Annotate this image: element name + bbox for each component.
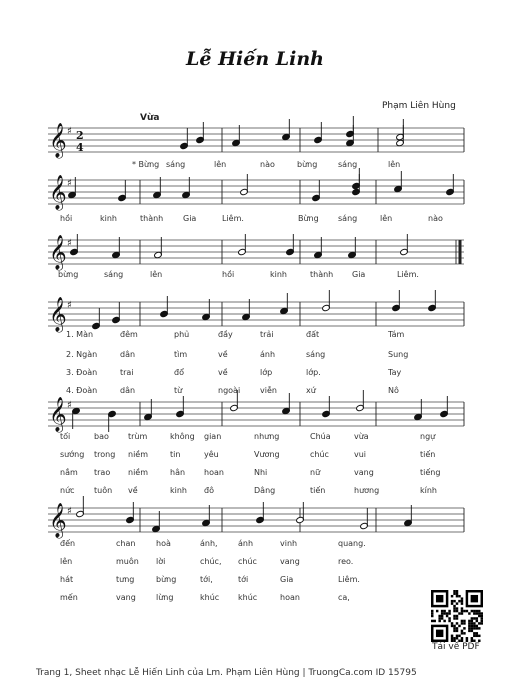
lyric-syllable: hương (354, 486, 380, 495)
lyric-syllable: nào (428, 214, 443, 223)
lyric-syllable: bừng (156, 575, 177, 584)
lyric-syllable: dân (120, 350, 136, 359)
lyric-syllable: trùm (128, 432, 148, 441)
lyric-syllable: sáng (306, 350, 326, 359)
lyric-syllable: tiếng (420, 468, 441, 477)
lyric-syllable: ca, (338, 593, 350, 602)
lyric-syllable: xứ (306, 386, 316, 395)
sharp-icon: ♯ (67, 126, 72, 137)
lyric-syllable: 2. Ngàn (66, 350, 98, 359)
lyric-syllable: đầy (218, 330, 233, 339)
lyric-syllable: kinh (170, 486, 187, 495)
lyric-syllable: đất (306, 330, 320, 339)
lyric-syllable: Nhi (254, 468, 268, 477)
lyric-syllable: kinh (100, 214, 117, 223)
lyric-syllable: chúc (310, 450, 329, 459)
lyric-syllable: ánh (260, 350, 276, 359)
lyric-syllable: tới, (200, 575, 213, 584)
lyric-syllable: trai (120, 368, 134, 377)
lyric-syllable: hồi (222, 270, 235, 279)
treble-clef-icon: 𝄞 (49, 123, 67, 158)
lyric-syllable: tiến (420, 450, 436, 459)
lyric-syllable: nắm (60, 468, 78, 477)
lyric-syllable: sáng (104, 270, 124, 279)
lyric-syllable: Liêm. (397, 270, 419, 279)
lyric-syllable: tin (170, 450, 181, 459)
lyric-syllable: sáng (338, 214, 358, 223)
lyric-syllable: bừng (58, 270, 79, 279)
lyric-syllable: về (218, 350, 228, 359)
lyric-syllable: Sung (388, 350, 409, 359)
composer-name: Phạm Liên Hùng (382, 101, 456, 111)
lyric-syllable: vang (280, 557, 300, 566)
lyric-syllable: nào (260, 160, 275, 169)
sharp-icon: ♯ (67, 506, 72, 517)
lyric-syllable: thành (310, 270, 334, 279)
tempo-marking: Vừa (140, 113, 160, 123)
lyric-syllable: trao (94, 468, 111, 477)
lyric-syllable: Liêm. (338, 575, 360, 584)
lyric-syllable: nhưng (254, 432, 280, 441)
lyric-syllable: Vương (254, 450, 280, 459)
lyric-syllable: nức (60, 486, 75, 495)
lyric-syllable: lên (380, 214, 393, 223)
sharp-icon: ♯ (67, 300, 72, 311)
lyric-syllable: về (128, 486, 138, 495)
lyric-syllable: niềm (128, 450, 149, 459)
lyric-syllable: niềm (128, 468, 149, 477)
lyric-syllable: sáng (338, 160, 358, 169)
lyric-syllable: vang (354, 468, 374, 477)
lyric-syllable: dân (120, 386, 136, 395)
lyric-syllable: hân (170, 468, 186, 477)
lyric-syllable: tới (238, 575, 249, 584)
lyric-syllable: lên (388, 160, 401, 169)
lyric-syllable: lên (214, 160, 227, 169)
lyric-syllable: bao (94, 432, 109, 441)
lyric-syllable: thành (140, 214, 164, 223)
treble-clef-icon: 𝄞 (49, 297, 67, 332)
lyric-syllable: hoan (280, 593, 300, 602)
lyric-syllable: Nô (388, 386, 399, 395)
lyric-syllable: khúc (200, 593, 220, 602)
lyric-syllable: tối (60, 432, 71, 441)
lyric-syllable: Dâng (254, 486, 276, 495)
lyric-syllable: ánh (238, 539, 254, 548)
lyric-syllable: đô (204, 486, 214, 495)
lyric-syllable: chúc (238, 557, 257, 566)
lyric-syllable: * Bừng (132, 160, 160, 169)
lyric-syllable: vang (116, 593, 136, 602)
lyric-syllable: Tám (388, 330, 405, 339)
time-signature-bottom: 4 (76, 141, 84, 154)
lyric-syllable: chan (116, 539, 136, 548)
lyric-syllable: hoà (156, 539, 171, 548)
lyric-syllable: tuôn (94, 486, 113, 495)
lyric-syllable: viễn (260, 386, 277, 395)
lyric-syllable: lời (156, 557, 166, 566)
treble-clef-icon: 𝄞 (49, 175, 67, 210)
lyric-syllable: Gia (183, 214, 197, 223)
lyric-syllable: đêm (120, 330, 138, 339)
treble-clef-icon: 𝄞 (49, 397, 67, 432)
lyric-syllable: hát (60, 575, 74, 584)
lyric-syllable: 1. Màn (66, 330, 94, 339)
sharp-icon: ♯ (67, 400, 72, 411)
lyric-syllable: reo. (338, 557, 354, 566)
lyric-syllable: ánh, (200, 539, 218, 548)
lyric-syllable: hồi (60, 214, 73, 223)
qr-code-icon[interactable] (431, 590, 483, 642)
lyric-syllable: quang. (338, 539, 366, 548)
lyric-syllable: lên (150, 270, 163, 279)
lyric-syllable: tìm (174, 350, 188, 359)
lyric-syllable: đổ (174, 368, 184, 377)
lyric-syllable: từ (174, 386, 183, 395)
lyric-syllable: Tay (388, 368, 402, 377)
lyric-syllable: kinh (270, 270, 287, 279)
sharp-icon: ♯ (67, 238, 72, 249)
lyric-syllable: khúc (238, 593, 258, 602)
lyric-syllable: ngự (420, 432, 436, 441)
lyric-syllable: Chúa (310, 432, 331, 441)
lyric-syllable: ngoài (218, 386, 241, 395)
sharp-icon: ♯ (67, 178, 72, 189)
lyric-syllable: lừng (156, 593, 174, 602)
lyric-syllable: lên (60, 557, 73, 566)
song-title: Lễ Hiến Linh (186, 48, 324, 70)
treble-clef-icon: 𝄞 (49, 235, 67, 270)
lyric-syllable: Gia (280, 575, 294, 584)
lyric-syllable: muôn (116, 557, 139, 566)
lyric-syllable: Gia (352, 270, 366, 279)
lyric-syllable: nữ (310, 468, 321, 477)
lyric-syllable: vinh (280, 539, 298, 548)
lyric-syllable: 3. Đoàn (66, 368, 98, 377)
lyric-syllable: sáng (166, 160, 186, 169)
lyric-syllable: không (170, 432, 195, 441)
lyric-syllable: bừng (297, 160, 318, 169)
lyric-syllable: kính (420, 486, 437, 495)
lyric-syllable: yêu (204, 450, 219, 459)
lyric-syllable: chúc, (200, 557, 222, 566)
lyric-syllable: 4. Đoàn (66, 386, 98, 395)
lyric-syllable: phủ (174, 330, 190, 339)
lyric-syllable: hoan (204, 468, 224, 477)
lyric-syllable: tưng (116, 575, 135, 584)
lyric-syllable: tiến (310, 486, 326, 495)
lyric-syllable: trong (94, 450, 116, 459)
lyric-syllable: Bừng (298, 214, 319, 223)
lyric-syllable: Liêm. (222, 214, 244, 223)
lyric-syllable: lớp (260, 368, 273, 377)
lyric-syllable: gian (204, 432, 222, 441)
lyric-syllable: về (218, 368, 228, 377)
lyric-syllable: lớp. (306, 368, 321, 377)
lyric-syllable: sướng (60, 450, 85, 459)
lyric-syllable: mến (60, 593, 78, 602)
lyric-syllable: vui (354, 450, 367, 459)
lyric-syllable: trải (260, 330, 274, 339)
time-signature-top: 2 (76, 129, 84, 142)
treble-clef-icon: 𝄞 (49, 503, 67, 538)
download-pdf-link[interactable]: Tải về PDF (432, 642, 480, 652)
lyric-syllable: vừa (354, 432, 369, 441)
lyric-syllable: đến (60, 539, 76, 548)
page-footer: Trang 1, Sheet nhạc Lễ Hiến Linh của Lm. Phạm Liên Hùng | TruongCa.com ID 15795 (36, 668, 417, 678)
